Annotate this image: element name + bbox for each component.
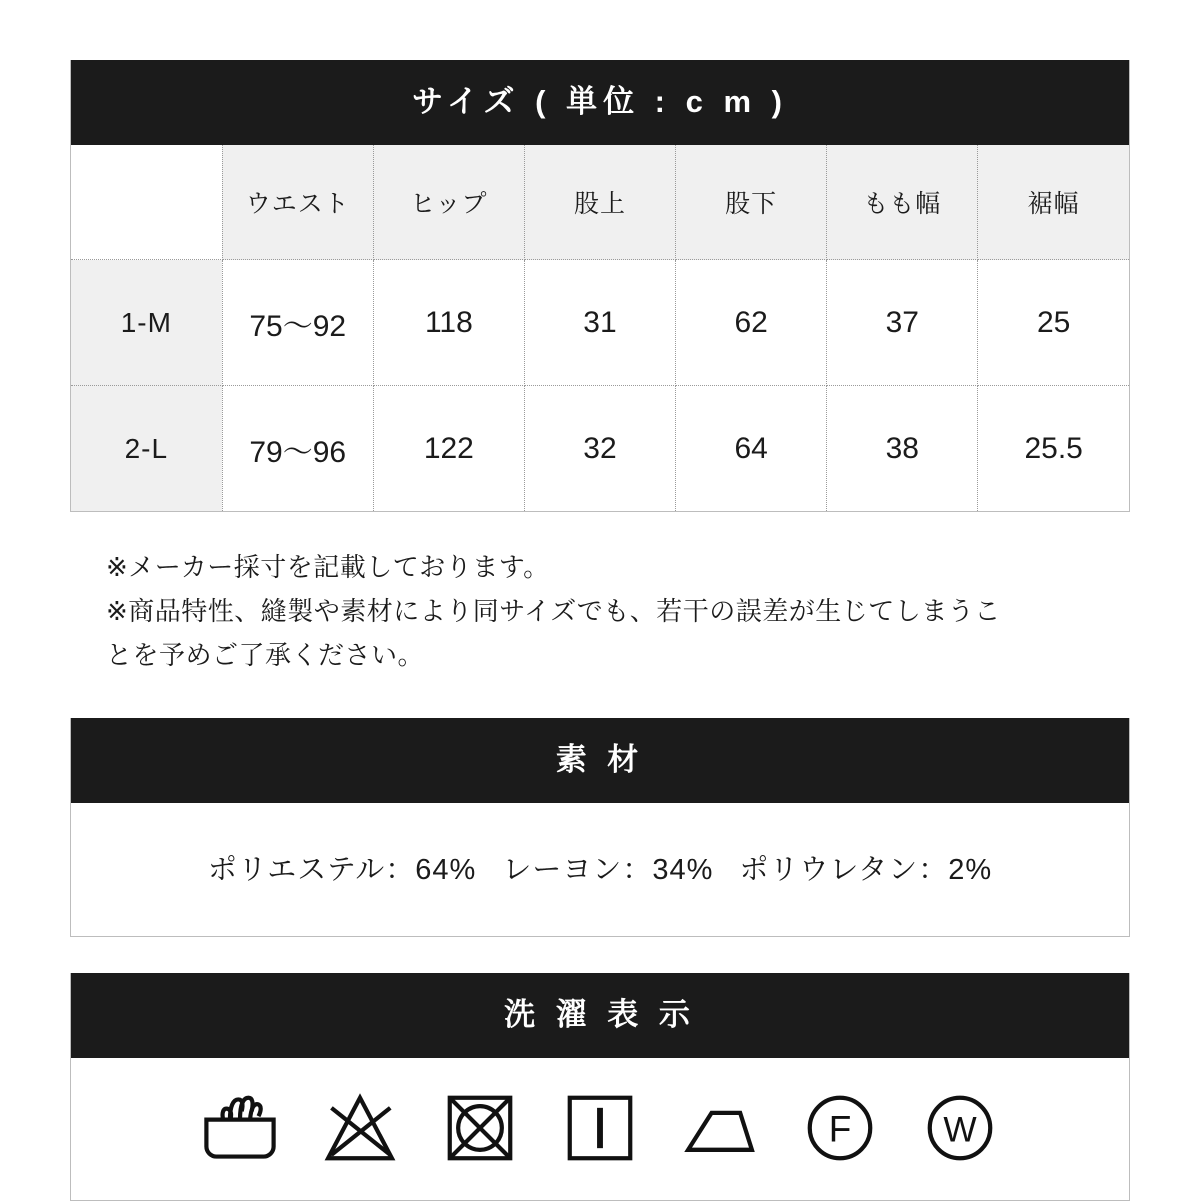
cell-1m-rise: 31 bbox=[524, 260, 675, 386]
cell-2l-thigh-width: 38 bbox=[827, 386, 978, 512]
spec-sheet bbox=[70, 0, 1130, 1201]
size-section bbox=[70, 60, 1130, 512]
drip-dry-hang-icon bbox=[558, 1086, 642, 1170]
cell-1m-thigh-width: 37 bbox=[827, 260, 978, 386]
column-header-hem-width: 裾幅 bbox=[978, 145, 1129, 260]
wash-section bbox=[70, 973, 1130, 1201]
row-header-size-2l: 2-L bbox=[71, 386, 222, 512]
notes bbox=[70, 546, 1130, 676]
cell-2l-inseam: 64 bbox=[676, 386, 827, 512]
iron-low-icon bbox=[678, 1086, 762, 1170]
material-section-title: 素 材 bbox=[71, 718, 1129, 803]
column-header-size bbox=[71, 145, 222, 260]
column-header-hip: ヒップ bbox=[373, 145, 524, 260]
cell-2l-hem-width: 25.5 bbox=[1024, 431, 1083, 465]
material-item-polyester: ポリエステル：64% bbox=[207, 854, 477, 887]
svg-text:F: F bbox=[828, 1108, 852, 1150]
column-header-inseam: 股下 bbox=[676, 145, 827, 260]
material-section bbox=[70, 718, 1130, 937]
column-header-thigh-width: もも幅 bbox=[827, 145, 978, 260]
column-header-rise: 股上 bbox=[524, 145, 675, 260]
size-table bbox=[71, 145, 1129, 511]
material-item-rayon: レーヨン：34% bbox=[502, 854, 714, 887]
no-bleach-icon bbox=[318, 1086, 402, 1170]
hand-wash-icon bbox=[198, 1086, 282, 1170]
wash-icon-row bbox=[71, 1058, 1129, 1200]
row-header-size-1m: 1-M bbox=[71, 260, 222, 386]
cell-1m-hip: 118 bbox=[373, 260, 524, 386]
no-tumble-dry-icon bbox=[438, 1086, 522, 1170]
cell-2l-rise: 32 bbox=[524, 386, 675, 512]
cell-2l-waist: 79〜96 bbox=[222, 386, 373, 512]
svg-text:W: W bbox=[943, 1110, 977, 1150]
note-line-1: ※メーカー採寸を記載しております。 bbox=[106, 552, 550, 582]
column-header-waist: ウエスト bbox=[222, 145, 373, 260]
note-line-3: とを予めご了承ください。 bbox=[106, 640, 425, 671]
cell-1m-hem-width: 25 bbox=[978, 260, 1129, 386]
table-header-row bbox=[71, 145, 1129, 260]
table-row bbox=[71, 260, 1129, 386]
wet-clean-w-icon bbox=[918, 1086, 1002, 1170]
cell-1m-inseam: 62 bbox=[676, 260, 827, 386]
cell-2l-hip: 122 bbox=[373, 386, 524, 512]
material-item-polyurethane: ポリウレタン：2% bbox=[739, 854, 993, 887]
note-line-2: ※商品特性、縫製や素材により同サイズでも、若干の誤差が生じてしまうこ bbox=[106, 596, 1001, 627]
table-row bbox=[71, 386, 1129, 512]
cell-1m-waist: 75〜92 bbox=[222, 260, 373, 386]
material-list bbox=[71, 803, 1129, 936]
dry-clean-f-icon bbox=[798, 1086, 882, 1170]
wash-section-title: 洗 濯 表 示 bbox=[71, 973, 1129, 1058]
size-section-title: サイズ ( 単位 : c m ) bbox=[71, 60, 1129, 145]
